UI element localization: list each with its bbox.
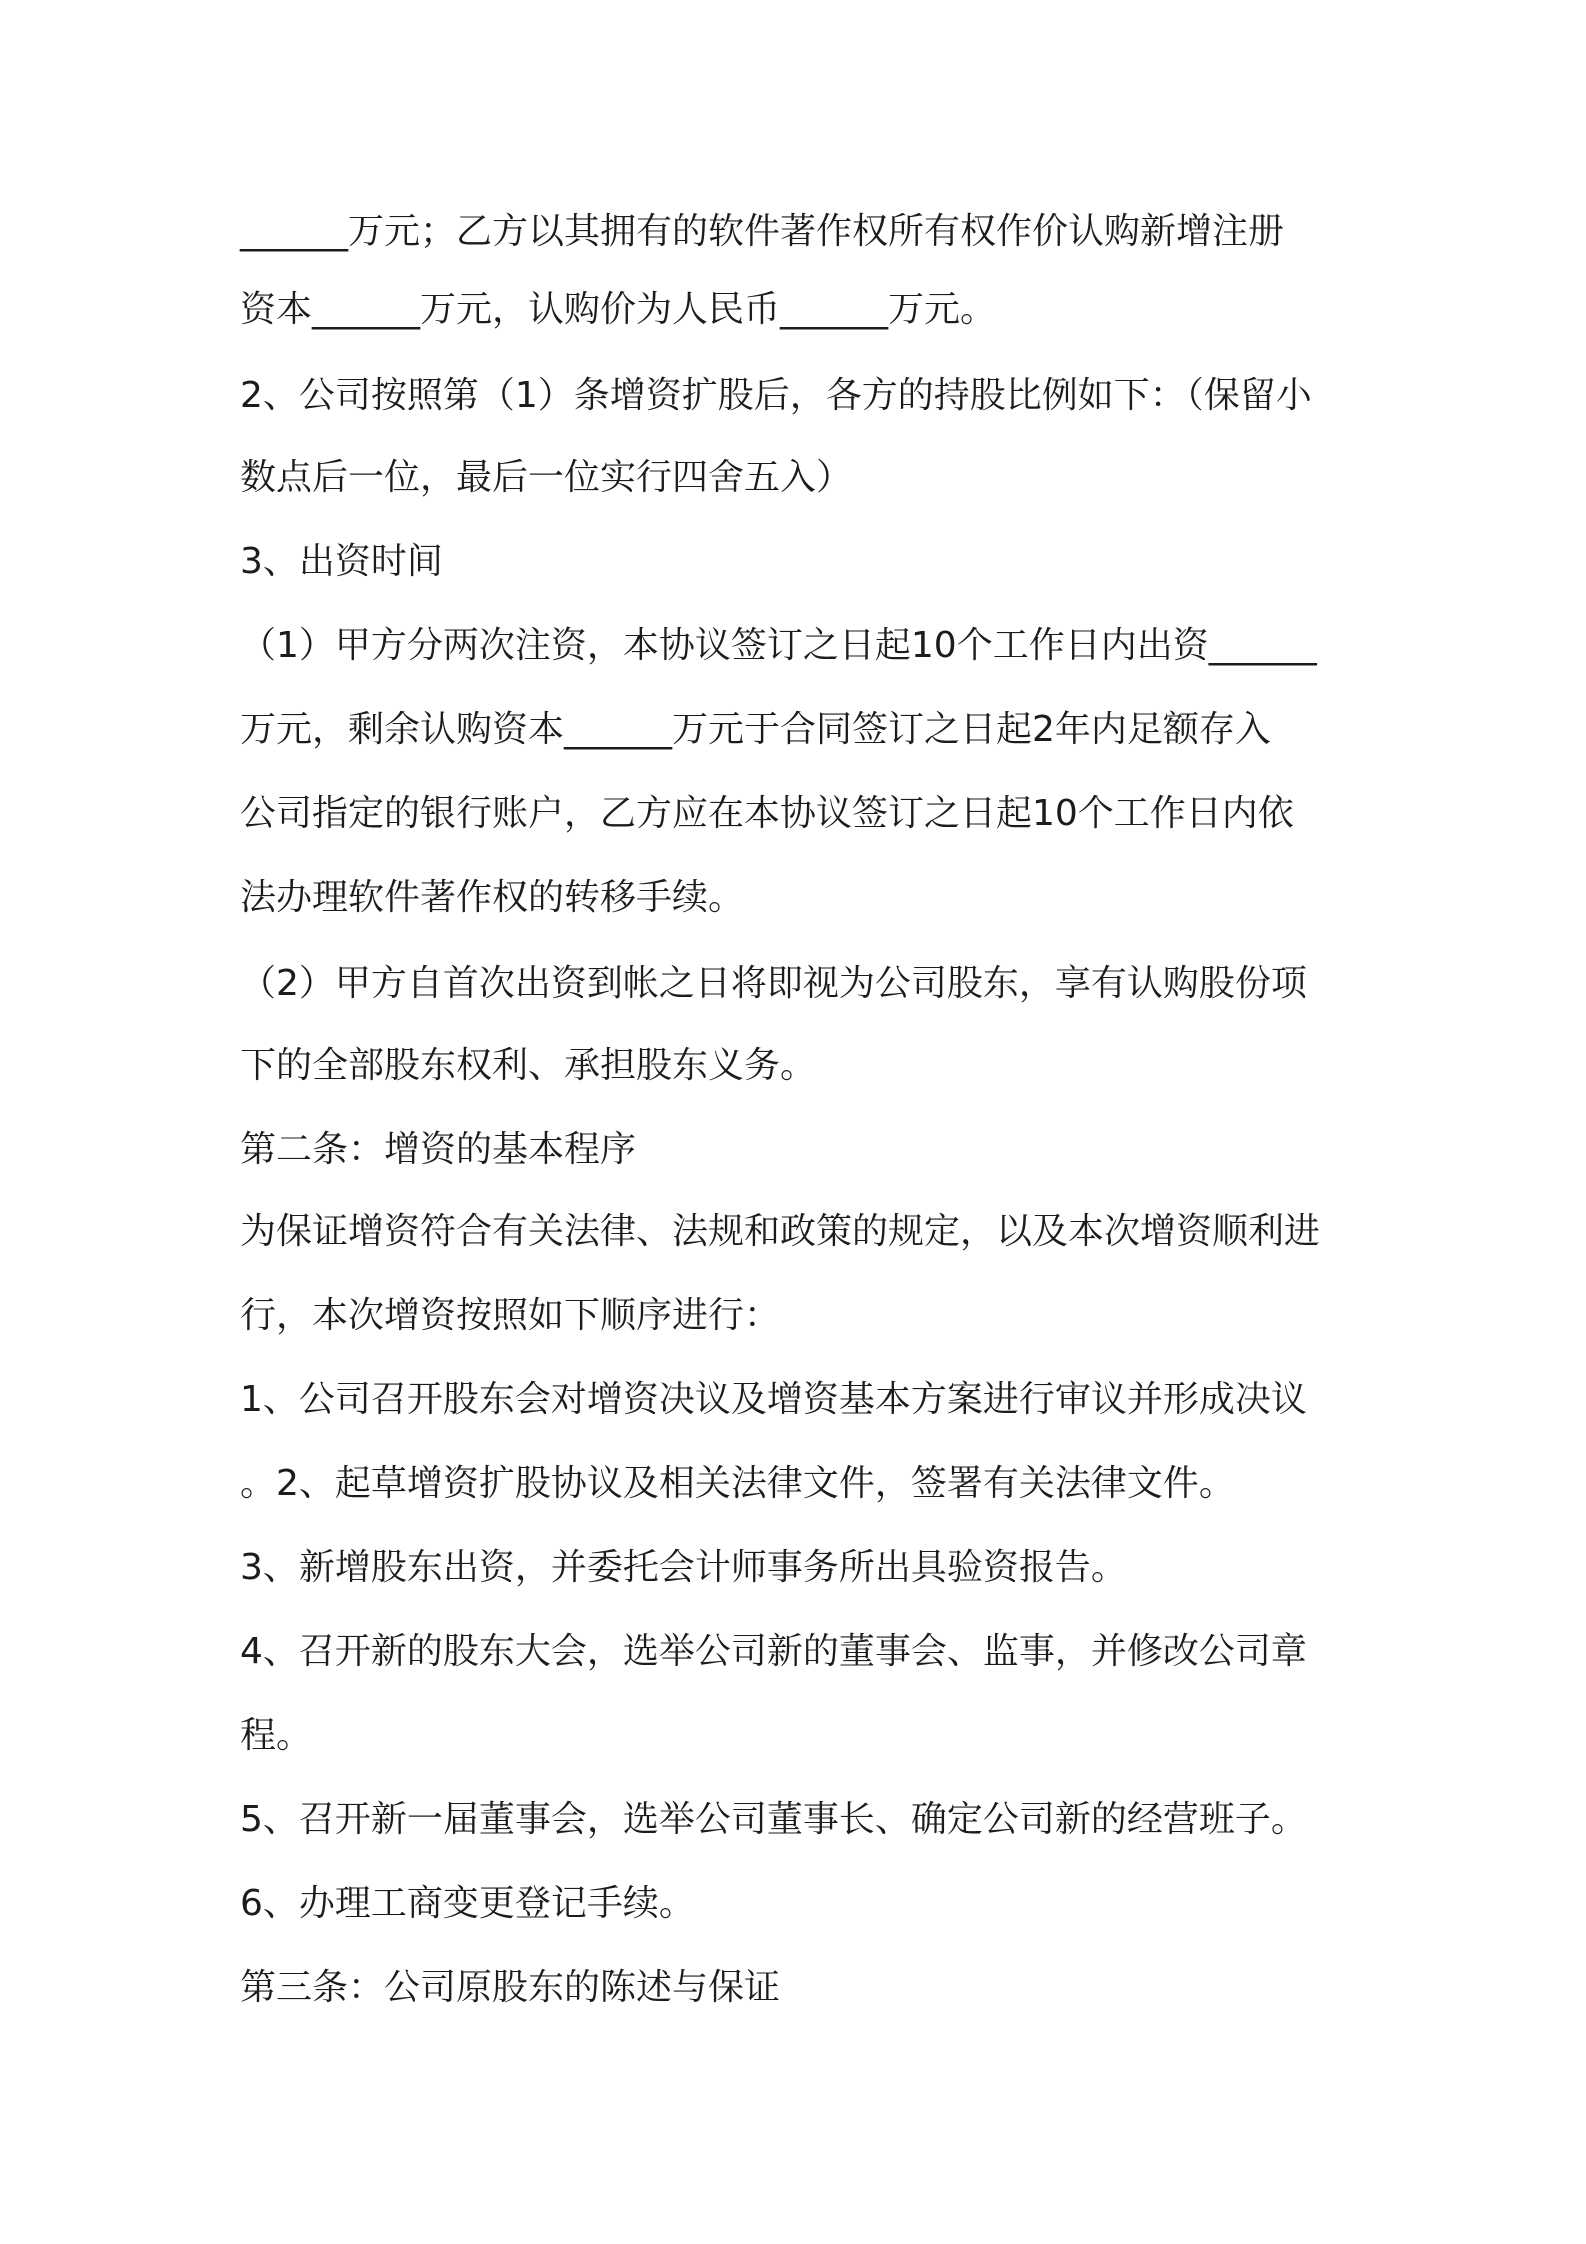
paragraph-line: 为保证增资符合有关法律、法规和政策的规定，以及本次增资顺利进 <box>240 1211 1321 1252</box>
paragraph-line: 数点后一位，最后一位实行四舍五入） <box>240 457 853 498</box>
paragraph-line: 5、召开新一届董事会，选举公司董事长、确定公司新的经营班子。 <box>240 1799 1307 1840</box>
paragraph-line: （2）甲方自首次出资到帐之日将即视为公司股东，享有认购股份项 <box>240 963 1307 1004</box>
paragraph-line: 公司指定的银行账户，乙方应在本协议签订之日起10个工作日内依 <box>240 793 1294 834</box>
paragraph-line: 行，本次增资按照如下顺序进行： <box>240 1295 781 1336</box>
paragraph-line: ______万元；乙方以其拥有的软件著作权所有权作价认购新增注册 <box>240 211 1285 252</box>
paragraph-line: 2、公司按照第（1）条增资扩股后，各方的持股比例如下：（保留小 <box>240 375 1312 416</box>
paragraph-line: 资本______万元，认购价为人民币______万元。 <box>240 289 997 330</box>
paragraph-line: （1）甲方分两次注资，本协议签订之日起10个工作日内出资______ <box>240 625 1317 666</box>
paragraph-line: 。2、起草增资扩股协议及相关法律文件，签署有关法律文件。 <box>240 1463 1235 1504</box>
paragraph-line: 万元，剩余认购资本______万元于合同签订之日起2年内足额存入 <box>240 709 1271 750</box>
paragraph-line: 3、新增股东出资，并委托会计师事务所出具验资报告。 <box>240 1547 1127 1588</box>
paragraph-line: 法办理软件著作权的转移手续。 <box>240 877 745 918</box>
paragraph-line: 1、公司召开股东会对增资决议及增资基本方案进行审议并形成决议 <box>240 1379 1307 1420</box>
paragraph-line: 6、办理工商变更登记手续。 <box>240 1883 695 1924</box>
paragraph-line: 4、召开新的股东大会，选举公司新的董事会、监事，并修改公司章 <box>240 1631 1307 1672</box>
article-heading: 第三条：公司原股东的陈述与保证 <box>240 1967 781 2008</box>
paragraph-line: 下的全部股东权利、承担股东义务。 <box>240 1045 817 1086</box>
section-heading: 3、出资时间 <box>240 541 443 582</box>
article-heading: 第二条：增资的基本程序 <box>240 1129 637 1170</box>
paragraph-line: 程。 <box>240 1715 313 1756</box>
